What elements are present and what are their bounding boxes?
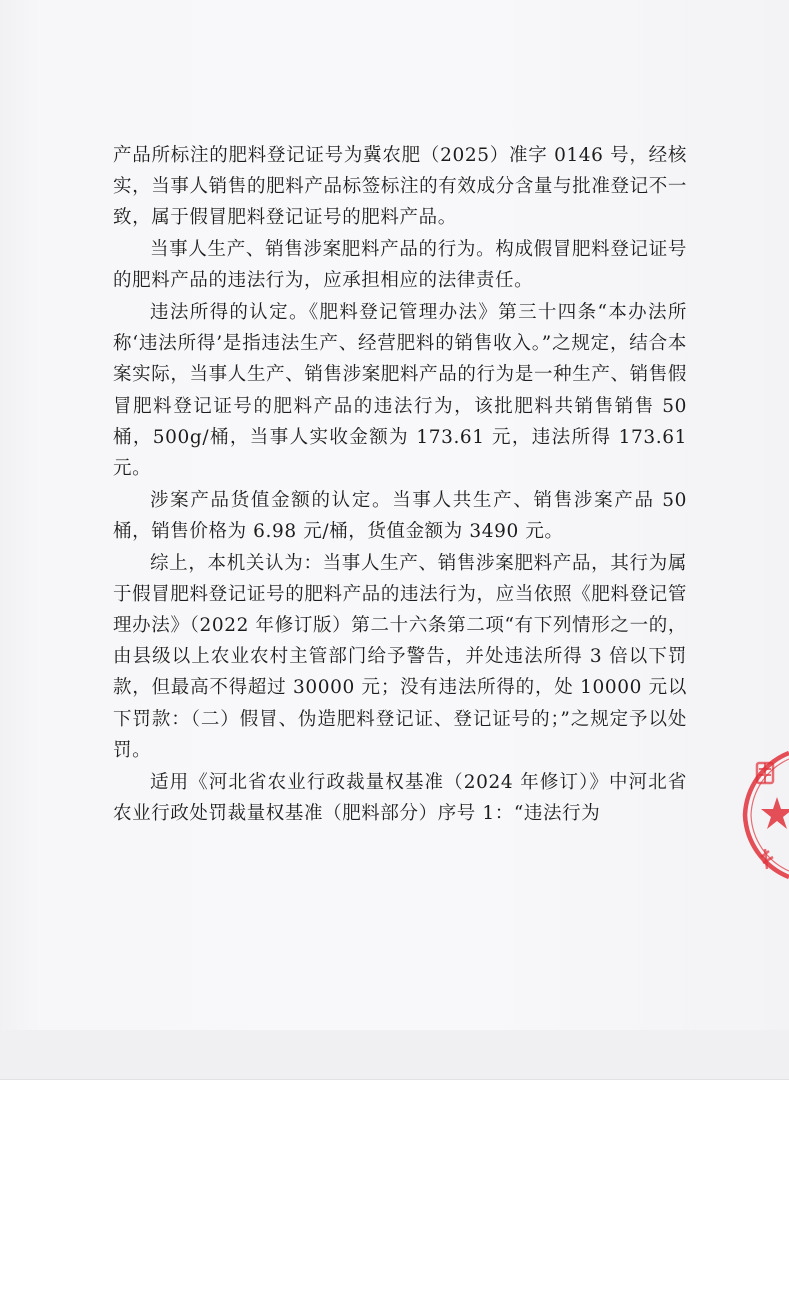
document-body: [113, 140, 687, 829]
scan-shadow: [0, 1030, 789, 1079]
scan-edge: [0, 1079, 789, 1080]
paragraph-conduct: 当事人生产、销售涉案肥料产品的行为。构成假冒肥料登记证号的肥料产品的违法行为，应承担相应的法律责任。: [113, 239, 687, 292]
official-seal-stamp: [735, 745, 789, 895]
paragraph-conclusion: 综上，本机关认为：当事人生产、销售涉案肥料产品，其行为属于假冒肥料登记证号的肥料产品的违法行为，应当依照《肥料登记管理办法》（2022 年修订版）第二十六条第二项“有下列情形之一的，由县级以上农业农村主管部门给予警告，并处违法所得 3 倍以下罚款，但最高不得超过 30000 元；没有违法所得的，处 10000 元以下罚款：（二）假冒、伪造肥料登记证、登记证号的；”之规定予以处罚。: [113, 552, 687, 761]
paragraph-goods-value: 涉案产品货值金额的认定。当事人共生产、销售涉案产品 50 桶，销售价格为 6.98 元/桶，货值金额为 3490 元。: [113, 489, 687, 542]
paragraph-discretion-standard: 适用《河北省农业行政裁量权基准（2024 年修订）》中河北省农业行政处罚裁量权基准（肥料部分）序号 1：“违法行为: [113, 771, 687, 824]
seal-star-icon: [761, 797, 789, 829]
paragraph-continued: 产品所标注的肥料登记证号为冀农肥（2025）准字 0146 号，经核实，当事人销售的肥料产品标签标注的有效成分含量与批准登记不一致，属于假冒肥料登记证号的肥料产品。: [113, 145, 687, 229]
paragraph-illegal-income: 违法所得的认定。《肥料登记管理办法》第三十四条“本办法所称‘违法所得’是指违法生产、经营肥料的销售收入。”之规定，结合本案实际，当事人生产、销售涉案肥料产品的行为是一种生产、销售假冒肥料登记证号的肥料产品的违法行为，该批肥料共销售销售 50 桶，500g/桶，当事人实收金额为 173.61 元，违法所得 173.61 元。: [113, 302, 687, 480]
